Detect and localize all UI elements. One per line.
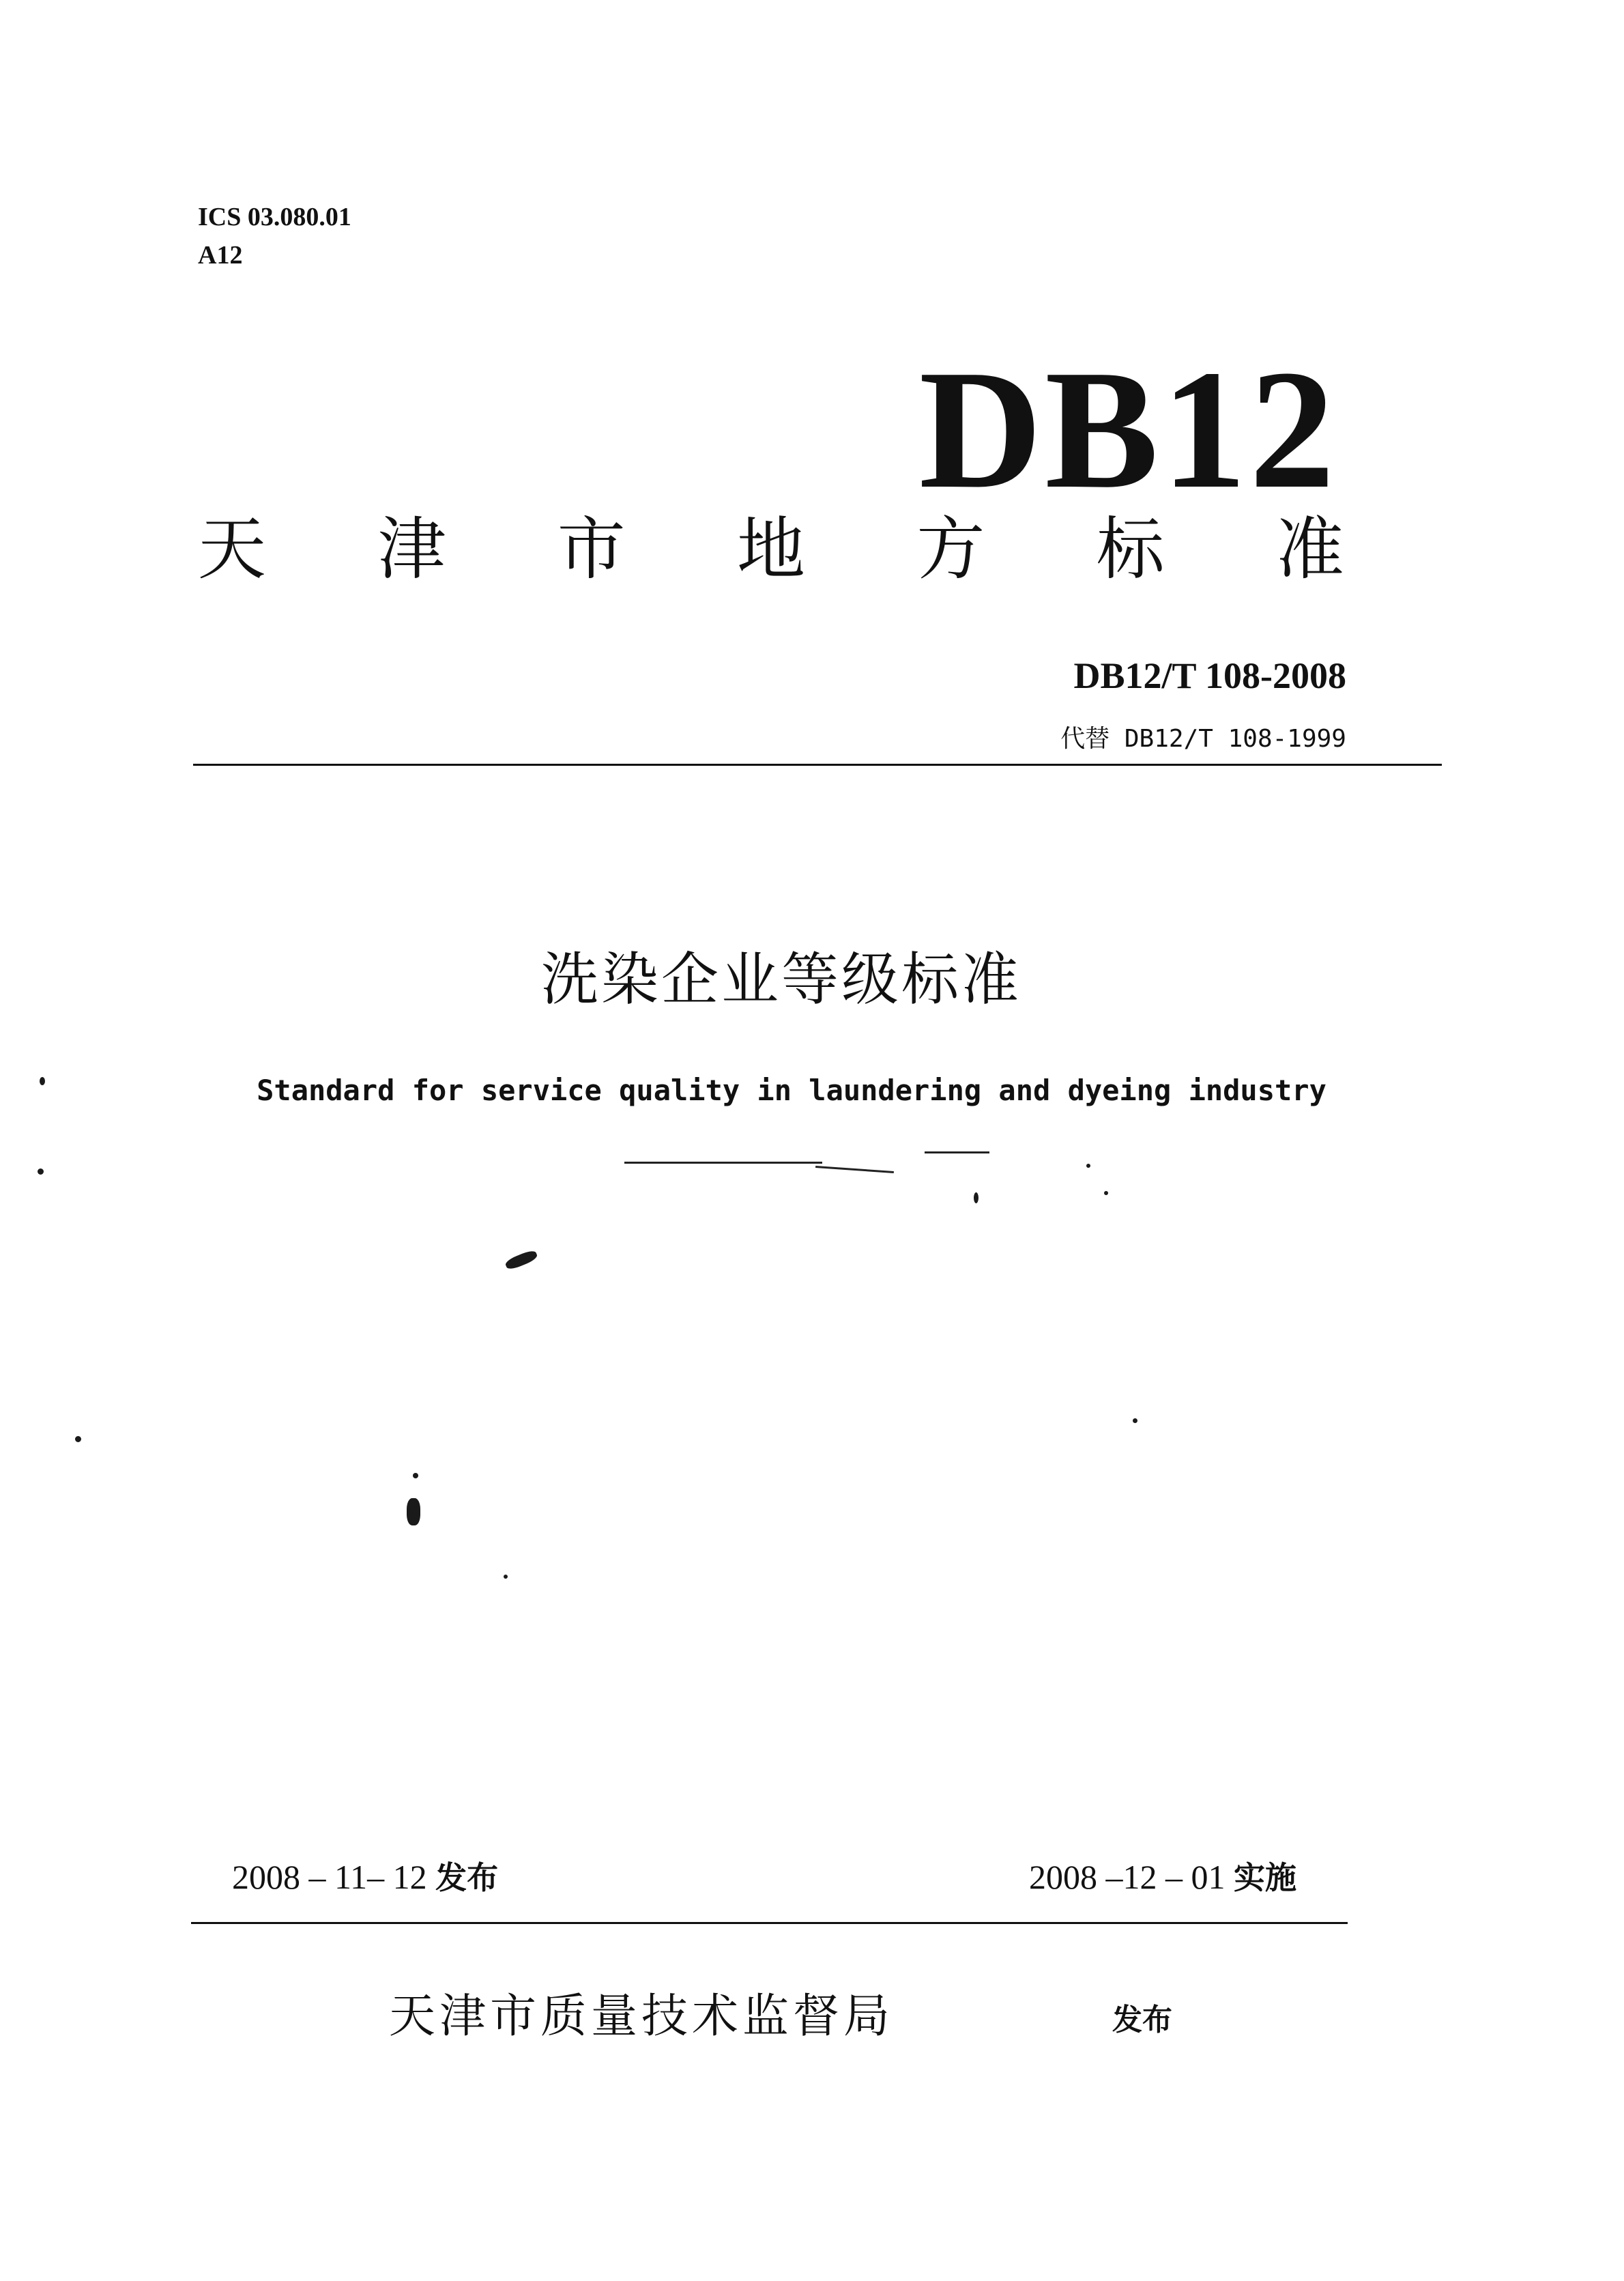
standard-code-logo: DB12 <box>918 335 1337 524</box>
issuer-title-char: 津 <box>377 509 446 589</box>
publisher-name: 天津市质量技术监督局 <box>389 1990 895 2043</box>
issuer-title-char: 市 <box>557 509 626 589</box>
classification-codes <box>198 198 351 274</box>
issuer-title-char: 方 <box>916 509 985 589</box>
header-divider <box>193 764 1442 766</box>
issuer-title-char: 准 <box>1275 509 1344 589</box>
document-title-en: Standard for service quality in laundering and dyeing industry <box>257 1074 1326 1107</box>
ccs-code: A12 <box>198 241 243 270</box>
ics-code: ICS 03.080.01 <box>198 203 351 231</box>
implementation-date <box>1029 1853 1296 1902</box>
issuer-title-char: 天 <box>198 509 266 589</box>
issuer-title-char: 标 <box>1096 509 1165 589</box>
issue-date <box>232 1853 498 1902</box>
replaces-standard: 代替 DB12/T 108-1999 <box>1060 725 1346 753</box>
standard-number: DB12/T 108-2008 <box>1073 655 1346 696</box>
issue-date-value: 2008 – 11– 12 <box>232 1858 427 1896</box>
footer-divider <box>191 1922 1348 1924</box>
document-title-cn: 洗染企业等级标准 <box>540 946 1021 1013</box>
publish-word: 发布 <box>1112 2003 1172 2037</box>
issuer-title <box>198 508 1344 590</box>
implementation-date-suffix: 实施 <box>1234 1859 1296 1896</box>
implementation-date-value: 2008 –12 – 01 <box>1029 1858 1226 1896</box>
issuer-title-char: 地 <box>736 509 805 589</box>
issue-date-suffix: 发布 <box>435 1859 499 1896</box>
